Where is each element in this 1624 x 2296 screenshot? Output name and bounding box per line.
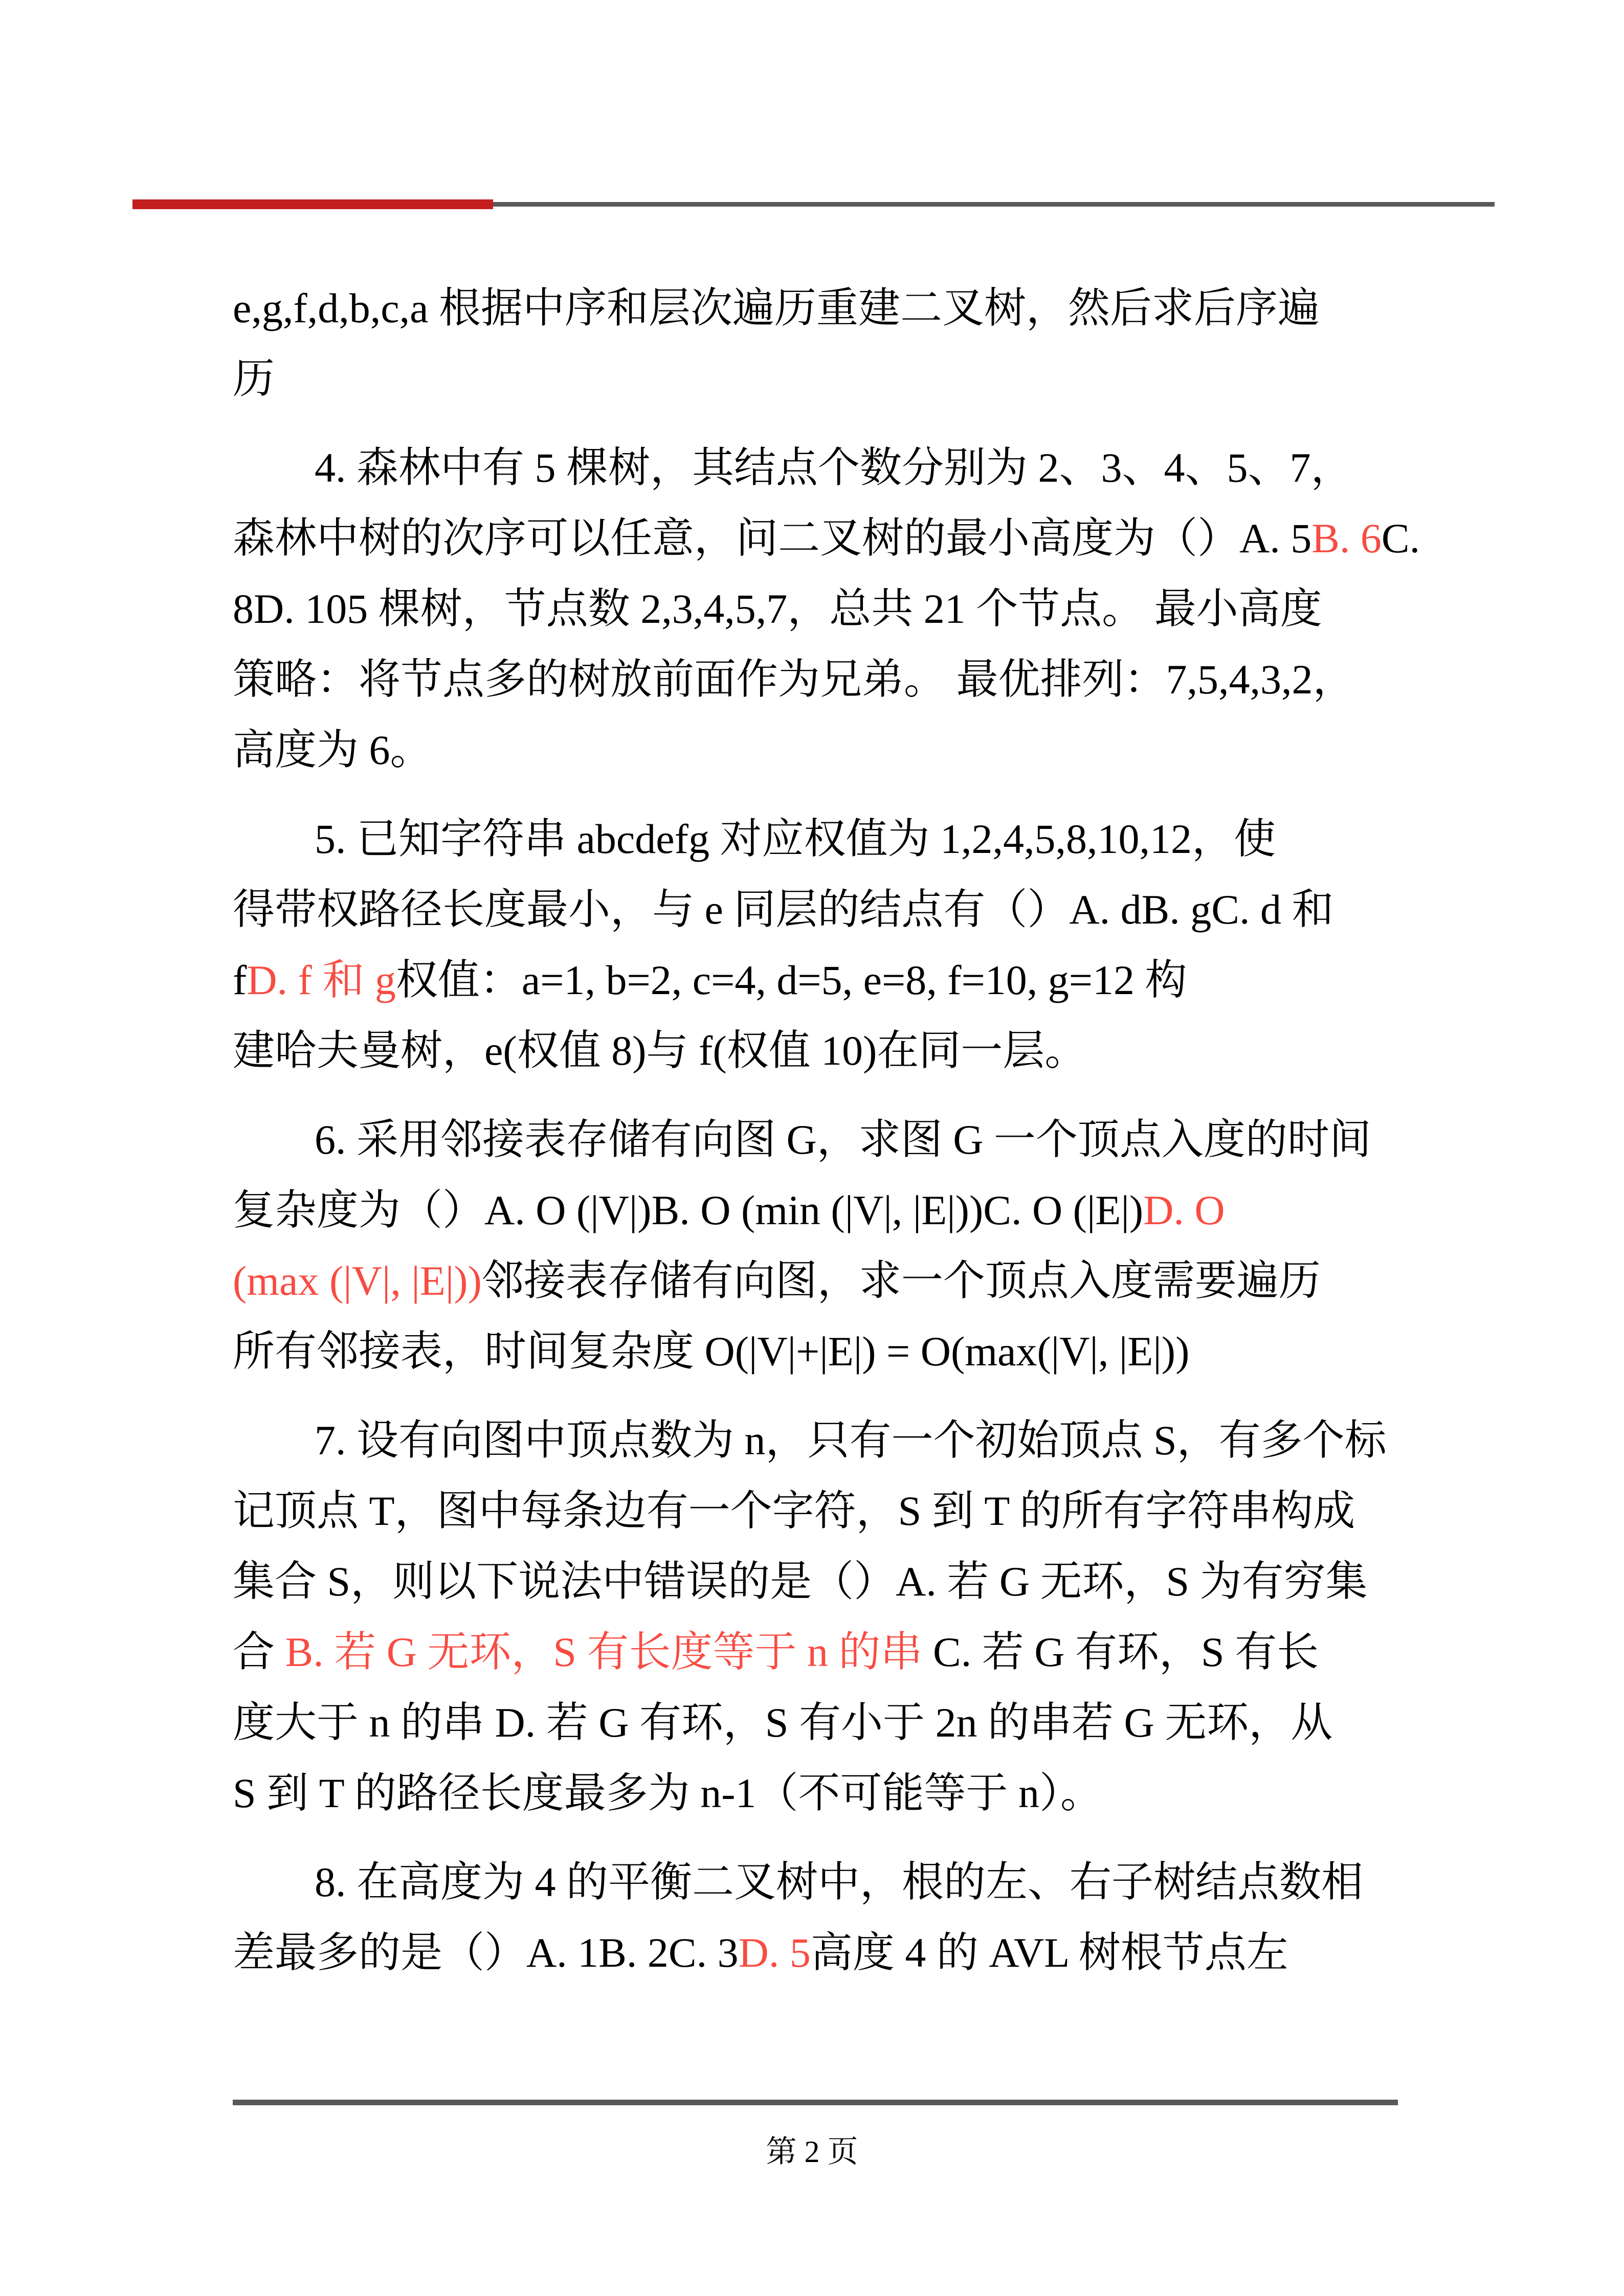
text-run: 5. 已知字符串 abcdefg 对应权值为 1,2,4,5,8,10,12，使 (315, 816, 1276, 862)
answer-highlight: D. f 和 g (247, 957, 396, 1003)
text-run: 差最多的是（）A. 1B. 2C. 3 (233, 1929, 739, 1976)
text-run: C. 若 G 有环，S 有长 (922, 1629, 1319, 1675)
text-line (233, 1758, 1409, 1829)
answer-highlight: B. 若 G 无环，S 有长度等于 n 的串 (285, 1629, 923, 1675)
text-line (233, 804, 1409, 874)
header-accent-bar (132, 199, 493, 209)
text-run: 邻接表存储有向图，求一个顶点入度需要遍历 (481, 1257, 1321, 1304)
paragraph (233, 1405, 1409, 1829)
text-line (233, 1246, 1409, 1316)
text-line (233, 344, 1409, 414)
paragraph (233, 804, 1409, 1086)
text-line (233, 945, 1409, 1016)
text-run: f (233, 957, 247, 1003)
document-body (233, 273, 1420, 2007)
text-run: S 到 T 的路径长度最多为 n-1（不可能等于 n）。 (233, 1770, 1103, 1816)
page-number: 第 2 页 (766, 2135, 858, 2169)
text-line (233, 1617, 1409, 1687)
text-line (233, 1405, 1409, 1476)
text-line (233, 1687, 1409, 1758)
paragraph (233, 273, 1409, 414)
answer-highlight: (max (|V|, |E|)) (233, 1257, 482, 1304)
text-run: 4. 森林中有 5 棵树，其结点个数分别为 2、3、4、5、7， (315, 444, 1353, 491)
text-run: 复杂度为（）A. O (|V|)B. O (min (|V|, |E|))C. O (|E|) (233, 1187, 1144, 1233)
text-line (233, 1105, 1409, 1175)
answer-highlight: D. 5 (738, 1929, 811, 1976)
text-line (233, 503, 1420, 574)
text-run: 合 (233, 1629, 285, 1675)
text-run: 高度为 6。 (233, 727, 432, 773)
text-run: 森林中树的次序可以任意，问二叉树的最小高度为（）A. 5 (233, 515, 1312, 561)
text-line (233, 715, 1409, 785)
text-run: 策略：将节点多的树放前面作为兄弟。 最优排列：7,5,4,3,2， (233, 656, 1355, 703)
text-run: 得带权路径长度最小，与 e 同层的结点有（）A. dB. gC. d 和 (233, 886, 1334, 933)
paragraph (233, 1105, 1409, 1387)
text-line (233, 1476, 1409, 1546)
text-run: 权值：a=1, b=2, c=4, d=5, e=8, f=10, g=12 构 (395, 957, 1187, 1003)
header-gray-line (493, 202, 1495, 207)
text-run: 历 (233, 355, 275, 402)
text-run: 所有邻接表，时间复杂度 O(|V|+|E|) = O(max(|V|, |E|)) (233, 1328, 1190, 1375)
text-line (233, 644, 1409, 715)
footer-divider (233, 2100, 1398, 2105)
text-run: 集合 S，则以下说法中错误的是（）A. 若 G 无环，S 为有穷集 (233, 1558, 1368, 1605)
paragraph (233, 1847, 1409, 1988)
text-line (233, 1175, 1409, 1246)
text-run: 8D. 105 棵树，节点数 2,3,4,5,7，总共 21 个节点。 最小高度 (233, 586, 1322, 632)
text-line (233, 433, 1409, 503)
paragraph (233, 433, 1420, 785)
text-run: 7. 设有向图中顶点数为 n，只有一个初始顶点 S，有多个标 (315, 1417, 1387, 1464)
text-run: 建哈夫曼树，e(权值 8)与 f(权值 10)在同一层。 (233, 1027, 1087, 1074)
text-run: e,g,f,d,b,c,a 根据中序和层次遍历重建二叉树，然后求后序遍 (233, 285, 1320, 331)
text-line (233, 1918, 1409, 1988)
text-line (233, 1016, 1409, 1086)
answer-highlight: B. 6 (1311, 515, 1382, 561)
text-run: C. (1381, 515, 1420, 561)
answer-highlight: D. O (1143, 1187, 1225, 1233)
text-run: 记顶点 T，图中每条边有一个字符，S 到 T 的所有字符串构成 (233, 1488, 1355, 1534)
text-line (233, 574, 1409, 644)
text-line (233, 1316, 1409, 1387)
text-line (233, 1847, 1409, 1918)
text-line (233, 874, 1409, 945)
text-line (233, 1546, 1409, 1617)
text-line (233, 273, 1409, 344)
text-run: 度大于 n 的串 D. 若 G 有环，S 有小于 2n 的串若 G 无环，从 (233, 1699, 1333, 1746)
text-run: 6. 采用邻接表存储有向图 G，求图 G 一个顶点入度的时间 (315, 1116, 1371, 1163)
text-run: 高度 4 的 AVL 树根节点左 (810, 1929, 1288, 1976)
text-run: 8. 在高度为 4 的平衡二叉树中，根的左、右子树结点数相 (315, 1859, 1364, 1905)
header-rule (132, 199, 1495, 209)
